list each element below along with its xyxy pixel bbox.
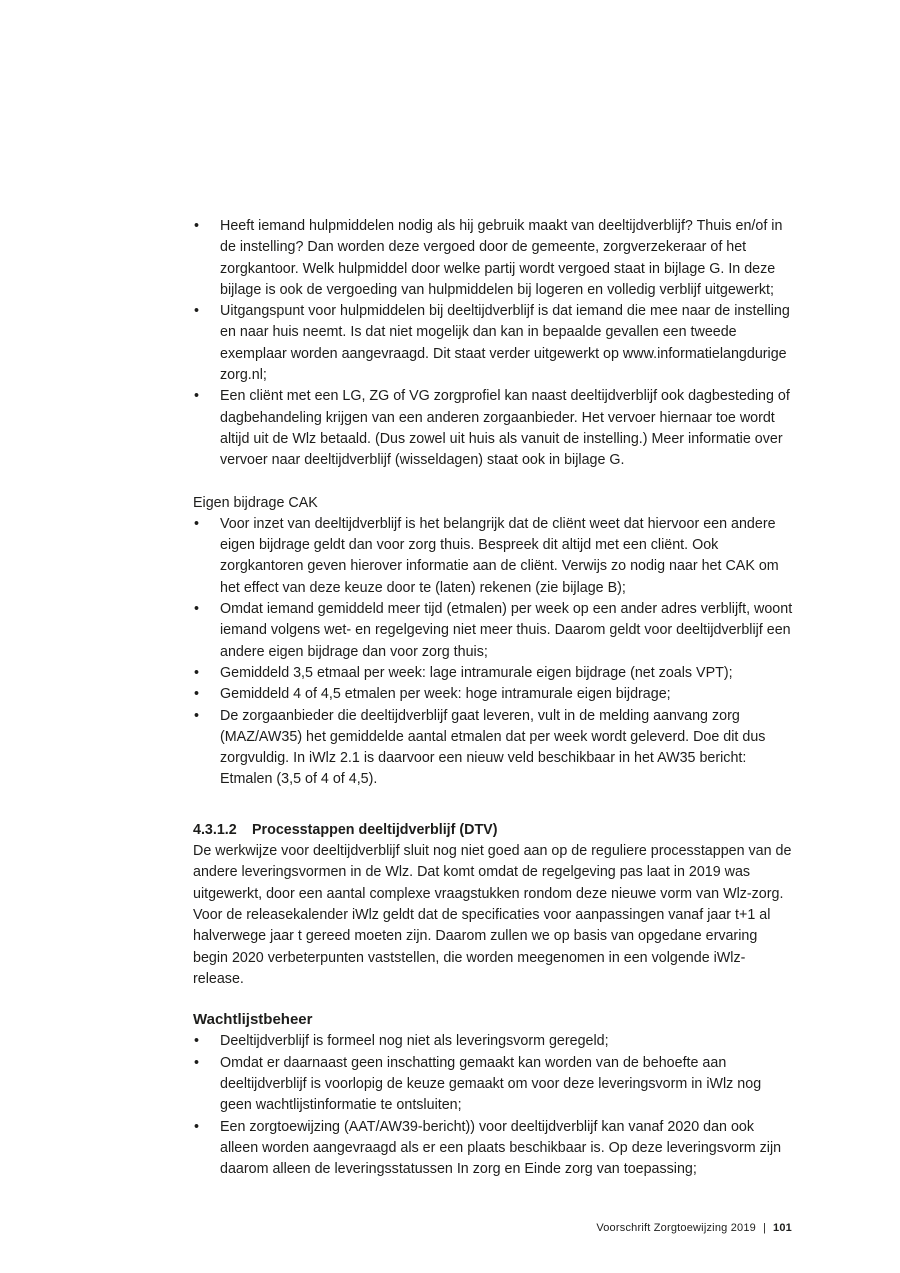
list-item: • Een cliënt met een LG, ZG of VG zorgprofiel kan naast deeltijdverblijf ook dagbesteding of dagbehandeling krijgen van een anderen zorgaanbieder. Het vervoer hiernaar toe wordt altijd uit de Wlz betaald. (Dus zowel uit huis als vanuit de instelling.) Meer informatie over vervoer naar deeltijdverblijf (wisseldagen) staat ook in bijlage G. <box>193 386 794 471</box>
section-number: 4.3.1.2 <box>193 821 237 838</box>
list-item: • Een zorgtoewijzing (AAT/AW39-bericht)) voor deeltijdverblijf kan vanaf 2020 dan ook alleen worden aangevraagd als er een plaats beschikbaar is. Op deze leveringsvorm zijn daarom alleen de leveringsstatussen In zorg en Einde zorg van toepassing; <box>193 1117 794 1181</box>
page-content <box>193 216 794 1180</box>
list-item: • Heeft iemand hulpmiddelen nodig als hij gebruik maakt van deeltijdverblijf? Thuis en/of in de instelling? Dan worden deze vergoed door de gemeente, zorgverzekeraar of het zorgkantoor. Welk hulpmiddel door welke partij wordt vergoed staat in bijlage G. In deze bijlage is ook de vergoeding van hulpmiddelen bij logeren en volledig verblijf uitgewerkt; <box>193 216 794 301</box>
process-section-heading <box>193 820 794 841</box>
waitlist-section-heading: Wachtlijstbeheer <box>193 1011 313 1029</box>
section-title: Processtappen deeltijdverblijf (DTV) <box>252 821 498 838</box>
list-item: • Gemiddeld 4 of 4,5 etmalen per week: hoge intramurale eigen bijdrage; <box>193 684 794 705</box>
list-item: • De zorgaanbieder die deeltijdverblijf gaat leveren, vult in de melding aanvang zorg (MAZ/AW35) het gemiddelde aantal etmalen dat per week wordt geleverd. Doe dit dus zorgvuldig. In iWlz 2.1 is daarvoor een nieuw veld beschikbaar in het AW35 bericht: Etmalen (3,5 of 4 of 4,5). <box>193 706 794 791</box>
cak-section-heading: Eigen bijdrage CAK <box>193 494 318 511</box>
list-item: • Omdat er daarnaast geen inschatting gemaakt kan worden van de behoefte aan deeltijdverblijf is voorlopig de keuze gemaakt om voor deze leveringsvorm in iWlz nog geen wachtlijstinformatie te ontsluiten; <box>193 1053 794 1117</box>
process-section-paragraph: De werkwijze voor deeltijdverblijf sluit nog niet goed aan op de reguliere processtappen van de andere leveringsvormen in de Wlz. Dat komt omdat de regelgeving pas laat in 2019 was uitgewerkt, door een aantal complexe vraagstukken rondom deze nieuwe vorm van Wlz-zorg. Voor de releasekalender iWlz geldt dat de specificaties voor aanpassingen vanaf jaar t+1 al halverwege jaar t gereed moeten zijn. Daarom zullen we op basis van opgedane ervaring begin 2020 verbeterpunten vaststellen, die worden meegenomen in een volgende iWlz-release. <box>193 843 792 987</box>
waitlist-bullet-list <box>193 1031 794 1180</box>
list-item: • Deeltijdverblijf is formeel nog niet als leveringsvorm geregeld; <box>193 1031 794 1052</box>
list-item: • Uitgangspunt voor hulpmiddelen bij deeltijdverblijf is dat iemand die mee naar de instelling en naar huis neemt. Is dat niet mogelijk dan kan in bepaalde gevallen een tweede exemplaar worden aangevraagd. Dit staat verder uitgewerkt op www.informatielangdurige zorg.nl; <box>193 301 794 386</box>
list-item: • Voor inzet van deeltijdverblijf is het belangrijk dat de cliënt weet dat hiervoor een andere eigen bijdrage geldt dan voor zorg thuis. Bespreek dit altijd met een cliënt. Ook zorgkantoren geven hierover informatie aan de cliënt. Verwijs zo nodig naar het CAK om het effect van deze keuze door te (laten) rekenen (zie bijlage B); <box>193 514 794 599</box>
list-item: • Omdat iemand gemiddeld meer tijd (etmalen) per week op een ander adres verblijft, woont iemand volgens wet- en regelgeving niet meer thuis. Daarom geldt voor deeltijdverblijf een andere eigen bijdrage dan voor zorg thuis; <box>193 599 794 663</box>
list-item: • Gemiddeld 3,5 etmaal per week: lage intramurale eigen bijdrage (net zoals VPT); <box>193 663 794 684</box>
cak-bullet-list <box>193 514 794 791</box>
footer-page-number: 101 <box>773 1222 792 1234</box>
intro-bullet-list <box>193 216 794 472</box>
page-footer <box>596 1222 792 1234</box>
footer-separator: | <box>762 1222 767 1234</box>
footer-document-title: Voorschrift Zorgtoewijzing 2019 <box>596 1222 756 1234</box>
